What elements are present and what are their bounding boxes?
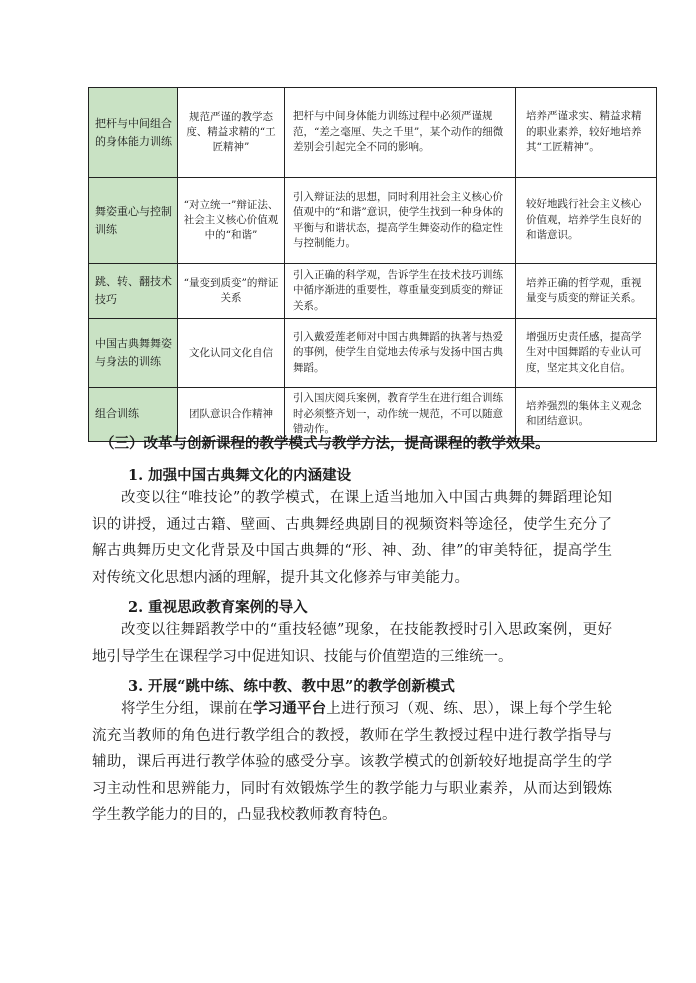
ideology-element-cell: “量变到质变”的辩证关系 <box>178 264 285 319</box>
course-ideology-table <box>88 87 657 442</box>
table-row <box>89 319 657 388</box>
table-row <box>89 264 657 319</box>
training-name-cell: 把杆与中间组合的身体能力训练 <box>89 88 178 178</box>
table-row <box>89 88 657 178</box>
table-row <box>89 178 657 264</box>
training-name-cell: 组合训练 <box>89 388 178 442</box>
paragraph-3 <box>92 696 612 829</box>
goal-cell: 培养严谨求实、精益求精的职业素养，较好地培养其“工匠精神”。 <box>516 88 657 178</box>
training-name-cell: 中国古典舞舞姿与身法的训练 <box>89 319 178 388</box>
paragraph-2: 改变以往舞蹈教学中的“重技轻德”现象，在技能教授时引入思政案例，更好地引导学生在课程学习中促进知识、技能与价值塑造的三维统一。 <box>92 622 612 665</box>
subsection-heading-1: 1. 加强中国古典舞文化的内涵建设 <box>128 467 352 484</box>
training-name-cell: 跳、转、翻技术技巧 <box>89 264 178 319</box>
section-heading: （三）改革与创新课程的教学模式与教学方法，提高课程的教学效果。 <box>100 435 550 452</box>
method-cell: 引入戴爱莲老师对中国古典舞蹈的执著与热爱的事例，使学生自觉地去传承与发扬中国古典舞蹈。 <box>285 319 516 388</box>
platform-name: 学习通平台 <box>252 700 327 717</box>
training-name-cell: 舞姿重心与控制训练 <box>89 178 178 264</box>
paragraph-1: 改变以往“唯技论”的教学模式，在课上适当地加入中国古典舞的舞蹈理论知识的讲授，通过古籍、壁画、古典舞经典剧目的视频资料等途径，使学生充分了解古典舞历史文化背景及中国古典舞的“形、神、劲、律”的审美特征，提高学生对传统文化思想内涵的理解，提升其文化修养与审美能力。 <box>92 490 612 586</box>
ideology-element-cell: 团队意识合作精神 <box>178 388 285 442</box>
paragraph-3-text-a: 将学生分组，课前在 <box>121 701 253 717</box>
goal-cell: 较好地践行社会主义核心价值观，培养学生良好的和谐意识。 <box>516 178 657 264</box>
method-cell: 引入辩证法的思想，同时利用社会主义核心价值观中的“和谐”意识，使学生找到一种身体的平衡与和谐状态，提高学生舞姿动作的稳定性与控制能力。 <box>285 178 516 264</box>
goal-cell: 增强历史责任感，提高学生对中国舞蹈的专业认可度，坚定其文化自信。 <box>516 319 657 388</box>
goal-cell: 培养正确的哲学观，重视量变与质变的辩证关系。 <box>516 264 657 319</box>
method-cell: 引入正确的科学观，告诉学生在技术技巧训练中循序渐进的重要性，尊重量变到质变的辩证关系。 <box>285 264 516 319</box>
subsection-heading-2: 2. 重视思政教育案例的导入 <box>128 599 308 616</box>
ideology-element-cell: “对立统一”辩证法、社会主义核心价值观中的“和谐” <box>178 178 285 264</box>
method-cell: 引入国庆阅兵案例，教育学生在进行组合训练时必须整齐划一，动作统一规范，不可以随意错动作。 <box>285 388 516 442</box>
subsection-heading-3: 3. 开展“跳中练、练中教、教中思”的教学创新模式 <box>128 678 455 695</box>
goal-cell: 培养强烈的集体主义观念和团结意识。 <box>516 388 657 442</box>
paragraph-3-text-b: 上进行预习（观、练、思），课上每个学生轮流充当教师的角色进行教学组合的教授，教师在学生教授过程中进行教学指导与辅助，课后再进行教学体验的感受分享。该教学模式的创新较好地提高学生的学习主动性和思辨能力，同时有效锻炼学生的教学能力与职业素养，从而达到锻炼学生教学能力的目的，凸显我校教师教育特色。 <box>92 701 613 823</box>
ideology-element-cell: 规范严谨的教学态度、精益求精的“工匠精神” <box>178 88 285 178</box>
ideology-element-cell: 文化认同文化自信 <box>178 319 285 388</box>
method-cell: 把杆与中间身体能力训练过程中必须严谨规范，“差之毫厘、失之千里”，某个动作的细微差别会引起完全不同的影响。 <box>285 88 516 178</box>
